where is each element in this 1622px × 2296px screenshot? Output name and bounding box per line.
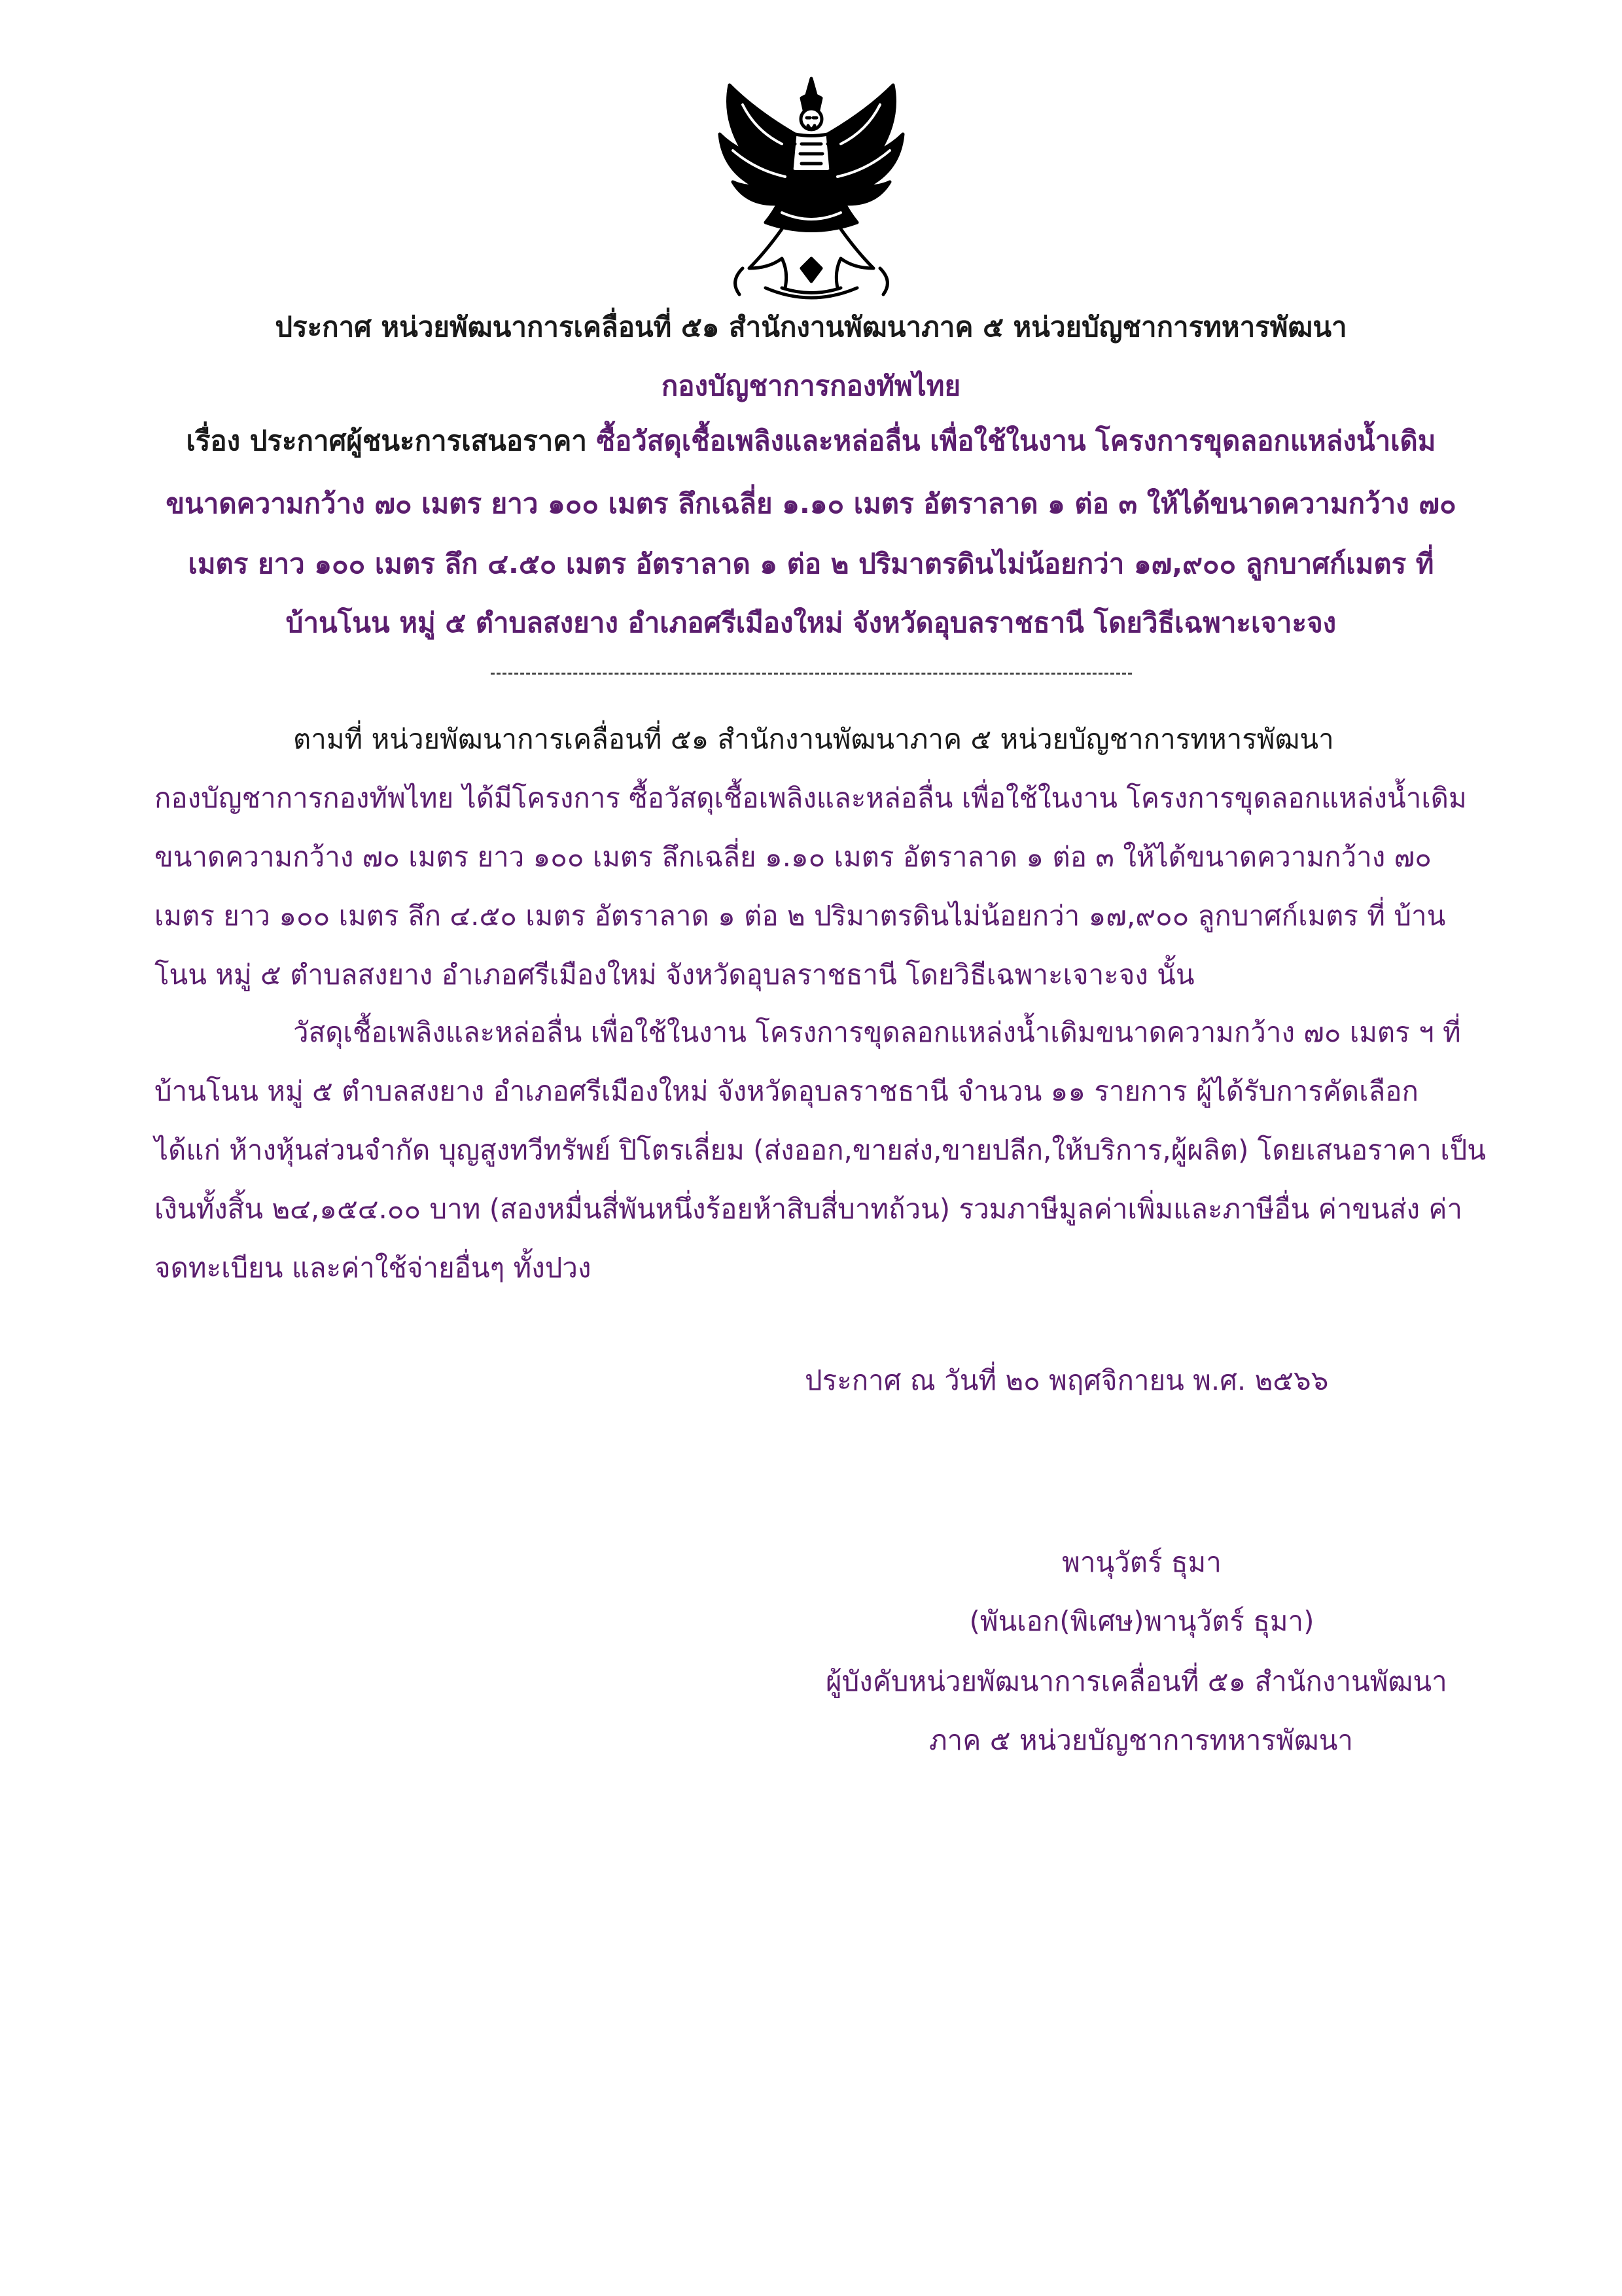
signature-full-name: (พันเอก(พิเศษ)พานุวัตร์ ธุมา) [969,1605,1314,1637]
announcement-title-line2: กองบัญชาการกองทัพไทย [661,370,961,402]
para1-line3: ขนาดความกว้าง ๗๐ เมตร ยาว ๑๐๐ เมตร ลึกเฉลี่ย ๑.๑๐ เมตร อัตราลาด ๑ ต่อ ๓ ให้ได้ขนาดความกว้าง ๗๐ [154,841,1432,873]
subject-prefix: เรื่อง ประกาศผู้ชนะการเสนอราคา [186,425,587,457]
subject-line3: เมตร ยาว ๑๐๐ เมตร ลึก ๔.๕๐ เมตร อัตราลาด ๑ ต่อ ๒ ปริมาตรดินไม่น้อยกว่า ๑๗,๙๐๐ ลูกบาศก์เมตร ที่ [188,548,1434,580]
garuda-emblem-icon [703,72,919,308]
signature-position-line2: ภาค ๕ หน่วยบัญชาการทหารพัฒนา [929,1724,1353,1756]
subject-text: ซื้อวัสดุเชื้อเพลิงและหล่อลื่น เพื่อใช้ในงาน โครงการขุดลอกแหล่งน้ำเดิม [596,425,1436,457]
signature-position-line1: ผู้บังคับหน่วยพัฒนาการเคลื่อนที่ ๕๑ สำนักงานพัฒนา [826,1665,1447,1697]
announcement-title-line1: ประกาศ หน่วยพัฒนาการเคลื่อนที่ ๕๑ สำนักงานพัฒนาภาค ๕ หน่วยบัญชาการทหารพัฒนา [275,311,1347,343]
para2-line2: บ้านโนน หมู่ ๕ ตำบลสงยาง อำเภอศรีเมืองใหม่ จังหวัดอุบลราชธานี จำนวน ๑๑ รายการ ผู้ได้รับการคัดเลือก [154,1075,1419,1107]
para1-line5: โนน หมู่ ๕ ตำบลสงยาง อำเภอศรีเมืองใหม่ จังหวัดอุบลราชธานี โดยวิธีเฉพาะเจาะจง นั้น [154,959,1195,991]
divider [491,673,1132,675]
para1-line4: เมตร ยาว ๑๐๐ เมตร ลึก ๔.๕๐ เมตร อัตราลาด ๑ ต่อ ๒ ปริมาตรดินไม่น้อยกว่า ๑๗,๙๐๐ ลูกบาศก์เมตร ที่ บ้าน [154,900,1446,932]
para1-line2: กองบัญชาการกองทัพไทย ได้มีโครงการ ซื้อวัสดุเชื้อเพลิงและหล่อลื่น เพื่อใช้ในงาน โครงการขุดลอกแหล่งน้ำเดิม [154,782,1467,814]
para2-line1: วัสดุเชื้อเพลิงและหล่อลื่น เพื่อใช้ในงาน โครงการขุดลอกแหล่งน้ำเดิมขนาดความกว้าง ๗๐ เมตร ฯ ที่ [293,1016,1461,1048]
para2-line4: เงินทั้งสิ้น ๒๔,๑๕๔.๐๐ บาท (สองหมื่นสี่พันหนึ่งร้อยห้าสิบสี่บาทถ้วน) รวมภาษีมูลค่าเพิ่มและภาษีอื่น ค่าขนส่ง ค่า [154,1193,1463,1225]
subject-line2: ขนาดความกว้าง ๗๐ เมตร ยาว ๑๐๐ เมตร ลึกเฉลี่ย ๑.๑๐ เมตร อัตราลาด ๑ ต่อ ๓ ให้ได้ขนาดความกว้าง ๗๐ [166,487,1456,520]
subject-line1 [0,421,1622,461]
para1-line1: ตามที่ หน่วยพัฒนาการเคลื่อนที่ ๕๑ สำนักงานพัฒนาภาค ๕ หน่วยบัญชาการทหารพัฒนา [293,723,1334,755]
subject-line4: บ้านโนน หมู่ ๕ ตำบลสงยาง อำเภอศรีเมืองใหม่ จังหวัดอุบลราชธานี โดยวิธีเฉพาะเจาะจง [285,607,1337,639]
para2-line3: ได้แก่ ห้างหุ้นส่วนจำกัด บุญสูงทวีทรัพย์ ปิโตรเลี่ยม (ส่งออก,ขายส่ง,ขายปลีก,ให้บริการ,ผู้ผลิต) โดยเสนอราคา เป็น [154,1134,1486,1166]
para2-line5: จดทะเบียน และค่าใช้จ่ายอื่นๆ ทั้งปวง [154,1252,591,1284]
announcement-date: ประกาศ ณ วันที่ ๒๐ พฤศจิกายน พ.ศ. ๒๕๖๖ [805,1364,1329,1396]
signature-name: พานุวัตร์ ธุมา [1062,1546,1222,1578]
